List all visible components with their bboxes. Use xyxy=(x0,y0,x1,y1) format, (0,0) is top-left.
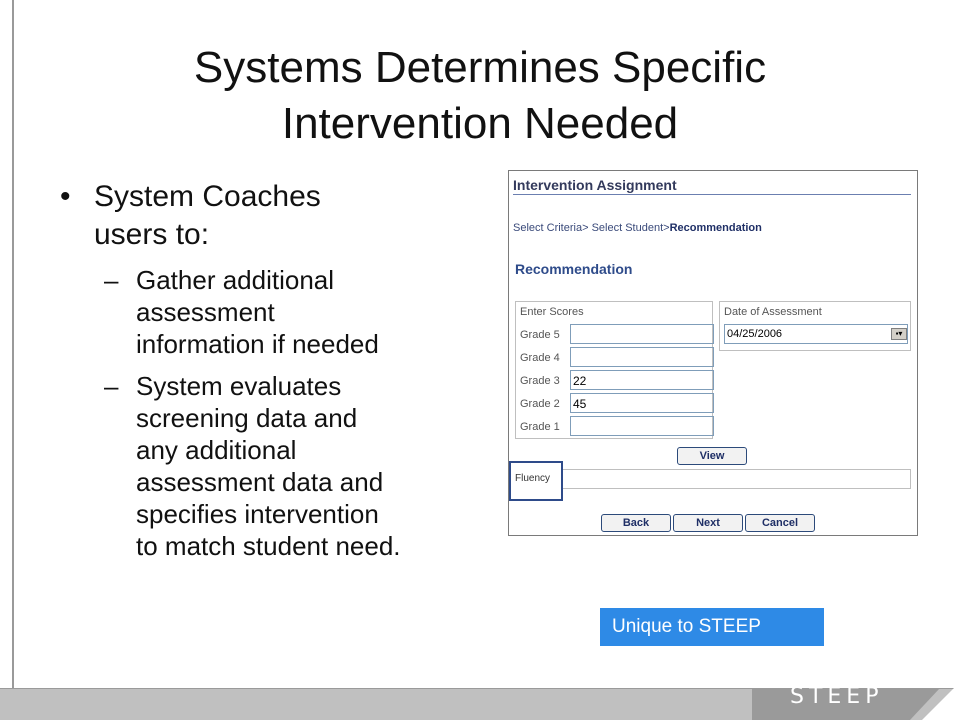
bullet-main xyxy=(60,178,480,254)
dash-marker: – xyxy=(104,265,119,295)
grade-2-input[interactable]: 45 xyxy=(570,393,714,413)
sub-bullet-gather xyxy=(60,264,480,360)
panel-title: Intervention Assignment xyxy=(513,177,677,193)
grade-label: Grade 1 xyxy=(520,421,560,433)
calendar-dropdown-icon[interactable]: ▪▾ xyxy=(891,328,907,340)
sub-bullet-line: information if needed xyxy=(136,329,379,359)
cancel-button[interactable]: Cancel xyxy=(745,514,815,532)
next-button[interactable]: Next xyxy=(673,514,743,532)
grade-row-4 xyxy=(520,347,716,369)
bullet-main-line-2: users to: xyxy=(94,218,210,251)
date-legend: Date of Assessment xyxy=(724,306,822,318)
enter-scores-legend: Enter Scores xyxy=(520,306,584,318)
date-value: 04/25/2006 xyxy=(727,328,783,340)
sub-bullet-line: assessment xyxy=(136,297,275,327)
breadcrumb-select-criteria[interactable]: Select Criteria xyxy=(513,222,583,234)
sub-bullet-line: System evaluates xyxy=(136,371,342,401)
date-of-assessment-group xyxy=(719,301,911,351)
slide-title-line-2: Intervention Needed xyxy=(281,99,679,148)
view-button[interactable]: View xyxy=(677,447,747,465)
grade-label: Grade 5 xyxy=(520,329,560,341)
grade-row-1 xyxy=(520,416,716,438)
sub-bullet-line: specifies intervention xyxy=(136,499,379,529)
slide-title xyxy=(40,40,920,152)
sub-bullet-line: assessment data and xyxy=(136,467,384,497)
section-heading: Recommendation xyxy=(515,261,633,277)
date-of-assessment-input[interactable] xyxy=(724,324,908,344)
sub-bullet-evaluate xyxy=(60,370,480,562)
breadcrumb-select-student[interactable]: Select Student xyxy=(591,222,664,234)
bullet-main-line-1: • System Coaches xyxy=(94,180,321,213)
left-border-rule xyxy=(0,0,14,690)
panel-title-divider xyxy=(513,194,911,195)
fluency-label[interactable]: Fluency xyxy=(509,461,563,501)
sub-bullet-line: any additional xyxy=(136,435,297,465)
dash-marker: – xyxy=(104,371,119,401)
bullet-list xyxy=(60,178,480,562)
fluency-row xyxy=(561,469,911,489)
breadcrumb xyxy=(513,222,762,234)
breadcrumb-separator: > xyxy=(663,222,670,234)
unique-to-steep-badge: Unique to STEEP xyxy=(600,608,824,646)
enter-scores-group xyxy=(515,301,713,439)
grade-label: Grade 2 xyxy=(520,398,560,410)
back-button[interactable]: Back xyxy=(601,514,671,532)
grade-label: Grade 4 xyxy=(520,352,560,364)
sub-bullet-line: to match student need. xyxy=(136,531,401,561)
grade-row-2 xyxy=(520,393,716,415)
intervention-assignment-panel xyxy=(508,170,918,536)
grade-1-input[interactable] xyxy=(570,416,714,436)
slide-title-line-1: Systems Determines Specific xyxy=(193,43,767,92)
grade-row-5 xyxy=(520,324,716,346)
sub-bullet-line: Gather additional xyxy=(136,265,335,295)
grade-row-3 xyxy=(520,370,716,392)
sub-bullet-line: screening data and xyxy=(136,403,358,433)
grade-4-input[interactable] xyxy=(570,347,714,367)
breadcrumb-recommendation: Recommendation xyxy=(669,222,762,234)
footer-logo-text: STEEP xyxy=(790,684,884,709)
grade-5-input[interactable] xyxy=(570,324,714,344)
breadcrumb-separator: > xyxy=(582,222,589,234)
grade-3-input[interactable]: 22 xyxy=(570,370,714,390)
grade-label: Grade 3 xyxy=(520,375,560,387)
